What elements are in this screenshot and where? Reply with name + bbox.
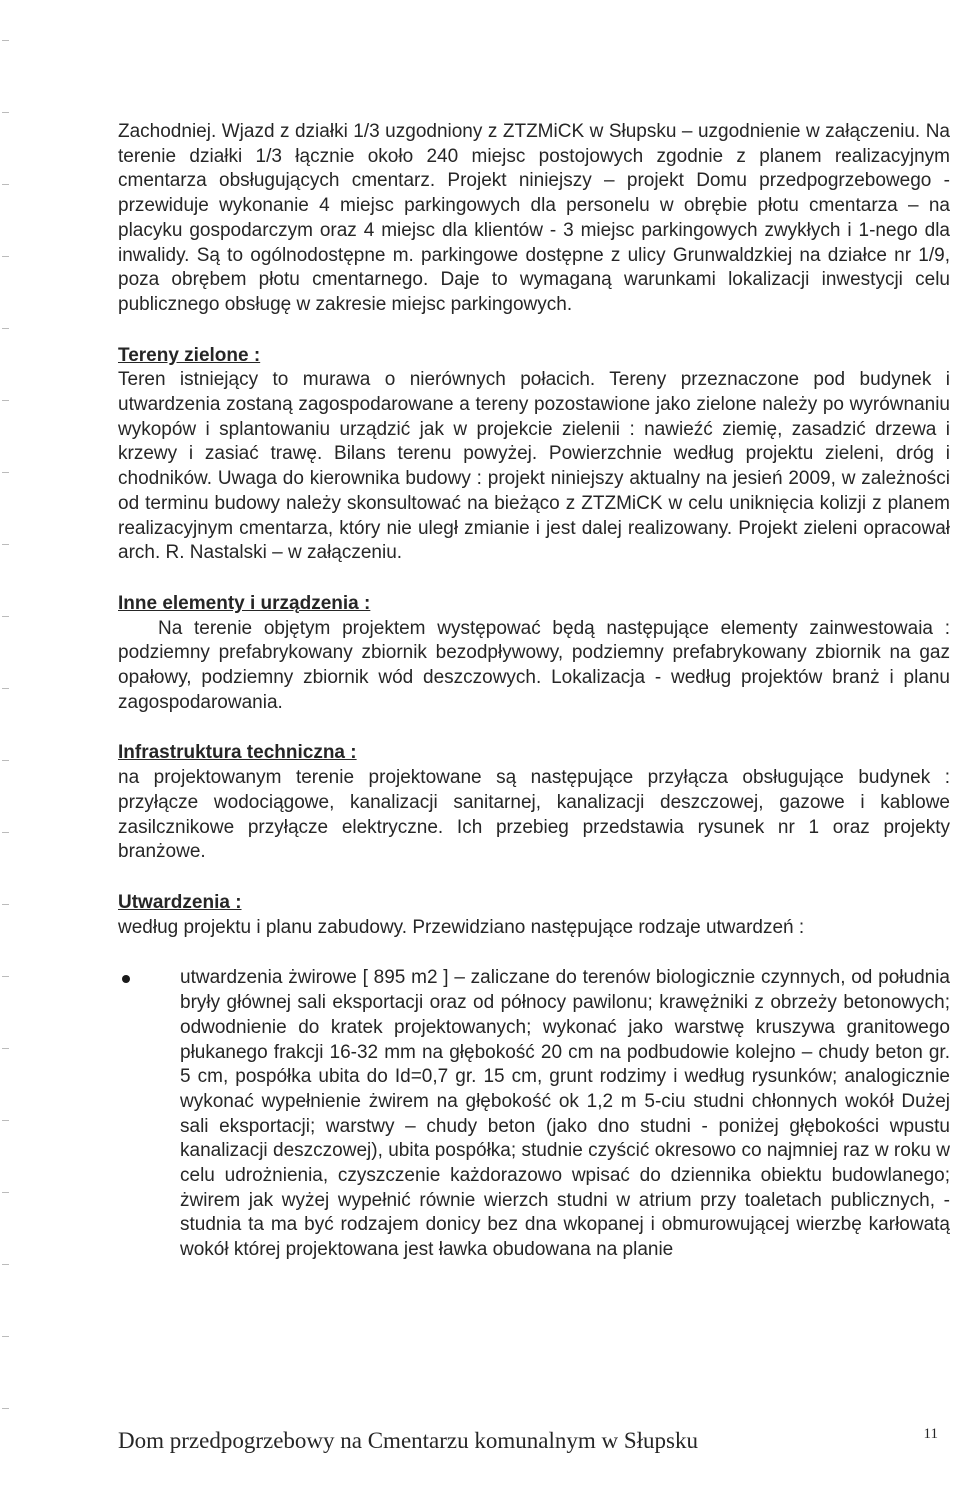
section-text: według projektu i planu zabudowy. Przewidziano następujące rodzaje utwardzeń : [118, 916, 805, 938]
margin-tick [2, 976, 9, 977]
margin-tick [2, 832, 9, 833]
spacer [118, 865, 950, 891]
spacer [118, 566, 950, 592]
margin-tick [2, 1120, 9, 1121]
spacer [118, 715, 950, 741]
margin-tick [2, 904, 9, 905]
margin-tick [2, 184, 9, 185]
margin-tick [2, 112, 9, 113]
margin-tick [2, 1408, 9, 1409]
bullet-icon [122, 975, 130, 983]
section-inne-elementy [118, 592, 950, 716]
page-number: 11 [923, 1426, 938, 1442]
bullet-list [118, 966, 950, 1262]
section-text: Na terenie objętym projektem występować będą następujące elementy zainwestowaia : podziemny prefabrykowany zbiornik bezodpływowy, podziemny prefabrykowany zbiornik na gaz opałowy, podziemny zbiornik wód deszczowych. Lokalizacja - według projektów branż i planu zagospodarowania. [118, 617, 950, 713]
section-heading: Tereny zielone : [118, 344, 261, 366]
intro-paragraph: Zachodniej. Wjazd z działki 1/3 uzgodniony z ZTZMiCK w Słupsku – uzgodnienie w załączeniu. Na terenie działki 1/3 łącznie około 240 miejsc postojowych zgodnie z planem realizacyjnym cmentarza obsługujących cmentarz. Projekt niniejszy – projekt Domu przedpogrzebowego - przewiduje wykonanie 4 miejsc parkingowych dla personelu w obrębie płotu cmentarza – na placyku gospodarczym oraz 4 miejsc dla klientów - 3 miejsc parkingowych zwykłych i 1-nego dla inwalidy. Są to ogólnodostępne m. parkingowe dostępne z ulicy Grunwaldzkiej na działce nr 1/9, poza obrębem płotu cmentarnego. Daje to wymaganą warunkami lokalizacji inwestycji celu publicznego obsługę w zakresie miejsc parkingowych. [118, 121, 950, 315]
list-item [118, 966, 950, 1262]
spacer [118, 940, 950, 966]
margin-tick [2, 544, 9, 545]
margin-tick [2, 1336, 9, 1337]
footer-title: Dom przedpogrzebowy na Cmentarzu komunalnym w Słupsku [118, 1428, 698, 1453]
section-heading: Inne elementy i urządzenia : [118, 592, 371, 614]
list-item-text: utwardzenia żwirowe [ 895 m2 ] – zaliczane do terenów biologicznie czynnych, od południa bryły głównej sali eksportacji oraz od północy pawilonu; krawężniki z obrzeży betonowych; odwodnienie do kratek projektowanych; wykonać jako warstwę kruszywa granitowego płukanego frakcji 16-32 mm na głębokość 20 cm na podbudowie kolejno – chudy beton gr. 5 cm, pospółka ubita do Id=0,7 gr. 15 cm, grunt rodzimy i według rysunków; analogicznie wykonać wypełnienie żwirem na głębokość ok 1,2 m 5-ciu studni chłonnych wokół Dużej sali eksportacji; warstwy – chudy beton (jako dno studni - poniżej głębokości wpustu kanalizacji deszczowej), ubita pospółka; studnie czyścić okresowo co najmniej raz w roku w celu udrożnienia, czyszczenie każdorazowo wpisać do dziennika obiektu budowlanego; żwirem jak wyżej wypełnić równie wierzch studni w atrium przy toaletach publicznych, - studnia ta ma być rodzajem donicy bez dna wkopanej i obmurowującej wierzbę karłowatą wokół której projektowana jest ławka obudowana na planie [180, 967, 950, 1261]
margin-tick [2, 40, 9, 41]
page-footer [118, 1428, 950, 1454]
margin-tick [2, 688, 9, 689]
section-text: na projektowanym terenie projektowane są następujące przyłącza obsługujące budynek : przyłącze wodociągowe, kanalizacji sanitarnej, kanalizacji deszczowej, gazowe i kablowe zasilcznikowe przyłącze elektryczne. Ich przebieg przedstawia rysunek nr 1 oraz projekty branżowe. [118, 767, 950, 863]
section-heading: Utwardzenia : [118, 891, 242, 913]
section-utwardzenia [118, 891, 950, 940]
spacer [118, 318, 950, 344]
margin-tick [2, 1264, 9, 1265]
section-tereny-zielone [118, 344, 950, 566]
section-text: Teren istniejący to murawa o nierównych połacich. Tereny przeznaczone pod budynek i utwardzenia zostaną zagospodarowane a tereny pozostawione jako zielone należy po wyrównaniu wykopów i splantowaniu urządzić jak w projekcie zielenii : nawieźć ziemię, zasadzić drzewa i krzewy i zasiać trawę. Bilans terenu powyżej. Powierzchnie według projektu zieleni, dróg i chodników. Uwaga do kierownika budowy : projekt niniejszy aktualny na jesień 2009, w zależności od terminu budowy należy skonsultować na bieżąco z ZTZMiCK w celu uniknięcia kolizji z planem realizacyjnym cmentarza, który nie uległ zmianie i jest dalej realizowany. Projekt zieleni opracował arch. R. Nastalski – w załączeniu. [118, 369, 950, 564]
margin-tick [2, 1048, 9, 1049]
margin-tick [2, 328, 9, 329]
margin-tick [2, 616, 9, 617]
section-heading: Infrastruktura techniczna : [118, 742, 357, 764]
margin-tick [2, 1192, 9, 1193]
margin-tick [2, 400, 9, 401]
document-body [118, 120, 950, 1263]
margin-tick [2, 256, 9, 257]
section-infrastruktura [118, 741, 950, 865]
margin-tick [2, 760, 9, 761]
margin-tick [2, 472, 9, 473]
